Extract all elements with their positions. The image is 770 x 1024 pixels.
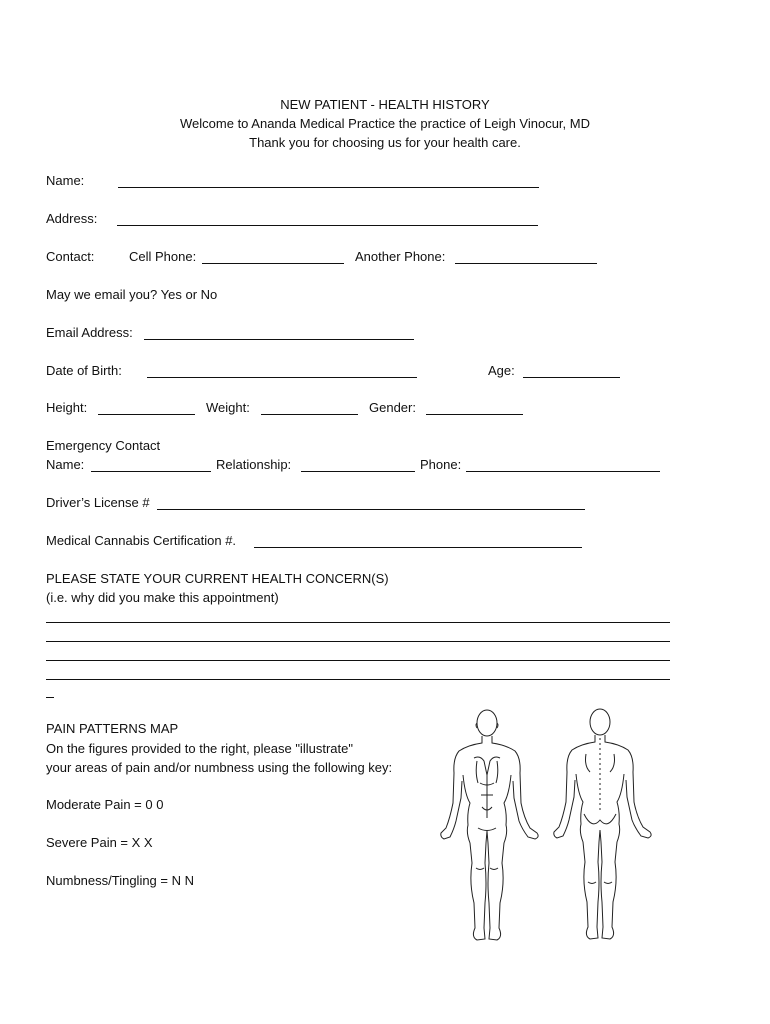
health-concerns-subheading: (i.e. why did you make this appointment) xyxy=(46,590,279,605)
human-body-front-icon[interactable] xyxy=(438,703,550,949)
age-field[interactable] xyxy=(523,377,620,378)
cell-phone-field[interactable] xyxy=(202,263,344,264)
concern-line-1[interactable] xyxy=(46,622,670,623)
concern-line-3[interactable] xyxy=(46,660,670,661)
thanks-line: Thank you for choosing us for your health care. xyxy=(249,135,521,150)
pain-map-instruction-1: On the figures provided to the right, please "illustrate" xyxy=(46,741,353,756)
cannabis-certification-field[interactable] xyxy=(254,547,582,548)
pain-map-heading: PAIN PATTERNS MAP xyxy=(46,721,179,736)
concern-line-2[interactable] xyxy=(46,641,670,642)
emergency-contact-heading: Emergency Contact xyxy=(46,438,161,453)
address-field[interactable] xyxy=(117,225,538,226)
welcome-line: Welcome to Ananda Medical Practice the practice of Leigh Vinocur, MD xyxy=(180,116,590,131)
drivers-license-label: Driver’s License # xyxy=(46,495,150,510)
address-label: Address: xyxy=(46,211,98,226)
emergency-name-field[interactable] xyxy=(91,471,211,472)
numbness-key: Numbness/Tingling = N N xyxy=(46,873,194,888)
pain-map-instruction-2: your areas of pain and/or numbness using the following key: xyxy=(46,760,393,775)
weight-label: Weight: xyxy=(206,400,250,415)
gender-field[interactable] xyxy=(426,414,523,415)
concern-line-5[interactable] xyxy=(46,697,54,698)
gender-label: Gender: xyxy=(369,400,416,415)
emergency-phone-label: Phone: xyxy=(420,457,462,472)
name-field[interactable] xyxy=(118,187,539,188)
height-label: Height: xyxy=(46,400,88,415)
form-title: NEW PATIENT - HEALTH HISTORY xyxy=(280,97,490,112)
cell-phone-label: Cell Phone: xyxy=(129,249,197,264)
contact-label: Contact: xyxy=(46,249,95,264)
health-concerns-heading: PLEASE STATE YOUR CURRENT HEALTH CONCERN(S) xyxy=(46,571,389,586)
concern-line-4[interactable] xyxy=(46,679,670,680)
human-body-back-icon[interactable] xyxy=(548,702,660,948)
relationship-label: Relationship: xyxy=(216,457,292,472)
drivers-license-field[interactable] xyxy=(157,509,585,510)
emergency-name-label: Name: xyxy=(46,457,85,472)
cannabis-certification-label: Medical Cannabis Certification #. xyxy=(46,533,237,548)
height-field[interactable] xyxy=(98,414,195,415)
email-permission-question: May we email you? Yes or No xyxy=(46,287,218,302)
moderate-pain-key: Moderate Pain = 0 0 xyxy=(46,797,164,812)
relationship-field[interactable] xyxy=(301,471,415,472)
age-label: Age: xyxy=(488,363,515,378)
email-address-field[interactable] xyxy=(144,339,414,340)
severe-pain-key: Severe Pain = X X xyxy=(46,835,153,850)
name-label: Name: xyxy=(46,173,85,188)
emergency-phone-field[interactable] xyxy=(466,471,660,472)
another-phone-label: Another Phone: xyxy=(355,249,446,264)
dob-field[interactable] xyxy=(147,377,417,378)
dob-label: Date of Birth: xyxy=(46,363,122,378)
another-phone-field[interactable] xyxy=(455,263,597,264)
email-address-label: Email Address: xyxy=(46,325,133,340)
weight-field[interactable] xyxy=(261,414,358,415)
